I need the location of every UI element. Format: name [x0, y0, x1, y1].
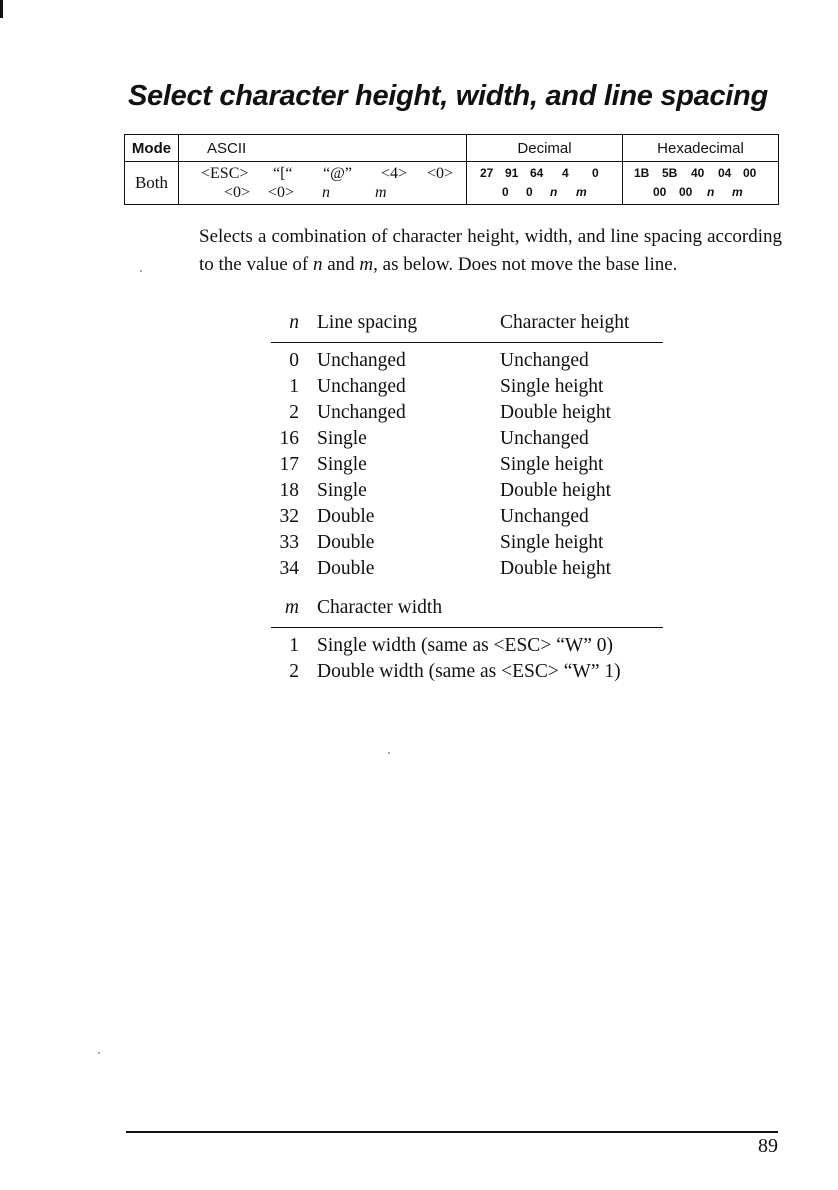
width-table-header-row [271, 596, 663, 628]
height-table-header-row [271, 311, 663, 343]
hex-token: 5B [662, 166, 678, 180]
hex-token: 00 [679, 185, 693, 199]
decimal-token: m [576, 185, 587, 199]
command-table-header-row [125, 135, 779, 162]
m-header: m [271, 596, 299, 628]
line-spacing-value: Double [317, 558, 375, 579]
character-width-value: Single width (same as <ESC> “W” 0) [317, 634, 614, 656]
character-width-header: Character width [299, 596, 663, 628]
height-table-row [271, 400, 663, 426]
width-table-row [271, 628, 663, 660]
height-table-row [271, 426, 663, 452]
line-spacing-header: Line spacing [299, 311, 484, 343]
hexadecimal-header: Hexadecimal [623, 135, 779, 162]
n-value: 34 [279, 558, 299, 579]
ascii-token: “[“ [273, 165, 293, 182]
mode-header: Mode [125, 135, 179, 162]
ascii-token: “@” [323, 165, 352, 182]
height-table-row [271, 374, 663, 400]
character-height-value: Double height [500, 402, 612, 423]
description-text: , as below. Does not move the base line. [373, 254, 678, 275]
character-height-value: Unchanged [500, 428, 589, 449]
height-spacing-table [271, 311, 663, 582]
ascii-token: n [322, 184, 330, 201]
decimal-token: 0 [502, 185, 509, 199]
description-text: and [322, 254, 360, 275]
line-spacing-value: Unchanged [317, 376, 406, 397]
n-value: 1 [289, 376, 299, 397]
ascii-header: ASCII [179, 135, 467, 162]
decimal-token: 64 [530, 166, 544, 180]
character-width-table [271, 596, 663, 685]
height-table-row [271, 530, 663, 556]
line-spacing-value: Single [317, 480, 367, 501]
width-table-row [271, 659, 663, 685]
command-table-row [125, 162, 779, 205]
height-table-row [271, 556, 663, 582]
hex-token: 1B [634, 166, 650, 180]
description-m: m [359, 254, 374, 275]
decimal-header: Decimal [467, 135, 623, 162]
character-height-value: Unchanged [500, 349, 589, 371]
n-value: 18 [279, 480, 299, 501]
scan-edge-mark [0, 0, 3, 18]
ascii-token: <0> [427, 165, 454, 182]
height-table-row [271, 504, 663, 530]
hex-token: n [707, 185, 715, 199]
hex-token: 04 [718, 166, 732, 180]
line-spacing-value: Double [317, 506, 375, 527]
ascii-token: <0> [268, 184, 295, 201]
description-text: Selects a combination of character height, width, and line spacing according to the value of [199, 226, 782, 275]
height-table-row [271, 452, 663, 478]
n-value: 32 [279, 506, 299, 527]
scan-speck [98, 1052, 100, 1054]
height-table-row [271, 478, 663, 504]
section-title: Select character height, width, and line spacing [128, 80, 768, 112]
m-value: 2 [289, 661, 299, 682]
hex-token: 40 [691, 166, 705, 180]
ascii-token: <0> [224, 184, 251, 201]
decimal-token: n [550, 185, 558, 199]
n-value: 2 [289, 402, 299, 423]
scan-speck [388, 752, 390, 754]
character-height-header: Character height [484, 311, 663, 343]
footer-rule [126, 1131, 778, 1133]
n-value: 33 [279, 532, 299, 553]
n-value: 0 [289, 349, 299, 371]
hexadecimal-sequence [623, 162, 779, 205]
hex-token: m [732, 185, 743, 199]
height-table-row [271, 343, 663, 375]
n-header: n [271, 311, 299, 343]
ascii-token: <4> [381, 165, 408, 182]
character-height-value: Double height [500, 480, 612, 501]
line-spacing-value: Double [317, 532, 375, 553]
n-value: 16 [279, 428, 299, 449]
decimal-token: 0 [526, 185, 533, 199]
character-height-value: Single height [500, 532, 604, 553]
character-height-value: Unchanged [500, 506, 589, 527]
character-width-value: Double width (same as <ESC> “W” 1) [317, 661, 621, 682]
page-number: 89 [758, 1135, 778, 1157]
n-value: 17 [279, 454, 299, 475]
ascii-token: m [375, 184, 387, 201]
m-value: 1 [289, 634, 299, 656]
description-n: n [312, 254, 323, 275]
decimal-sequence [467, 162, 623, 205]
decimal-token: 0 [592, 166, 599, 180]
decimal-token: 4 [562, 166, 569, 180]
hex-token: 00 [653, 185, 667, 199]
line-spacing-value: Unchanged [317, 402, 406, 423]
ascii-sequence [179, 162, 467, 205]
character-height-value: Double height [500, 558, 612, 579]
line-spacing-value: Single [317, 428, 367, 449]
mode-value: Both [125, 162, 179, 205]
description-paragraph [199, 223, 782, 279]
decimal-token: 91 [505, 166, 519, 180]
decimal-token: 27 [480, 166, 494, 180]
line-spacing-value: Unchanged [317, 349, 406, 371]
ascii-token: <ESC> [201, 165, 249, 182]
command-code-table [124, 134, 779, 205]
hex-token: 00 [743, 166, 757, 180]
character-height-value: Single height [500, 376, 604, 397]
line-spacing-value: Single [317, 454, 367, 475]
character-height-value: Single height [500, 454, 604, 475]
scan-speck [140, 270, 142, 272]
